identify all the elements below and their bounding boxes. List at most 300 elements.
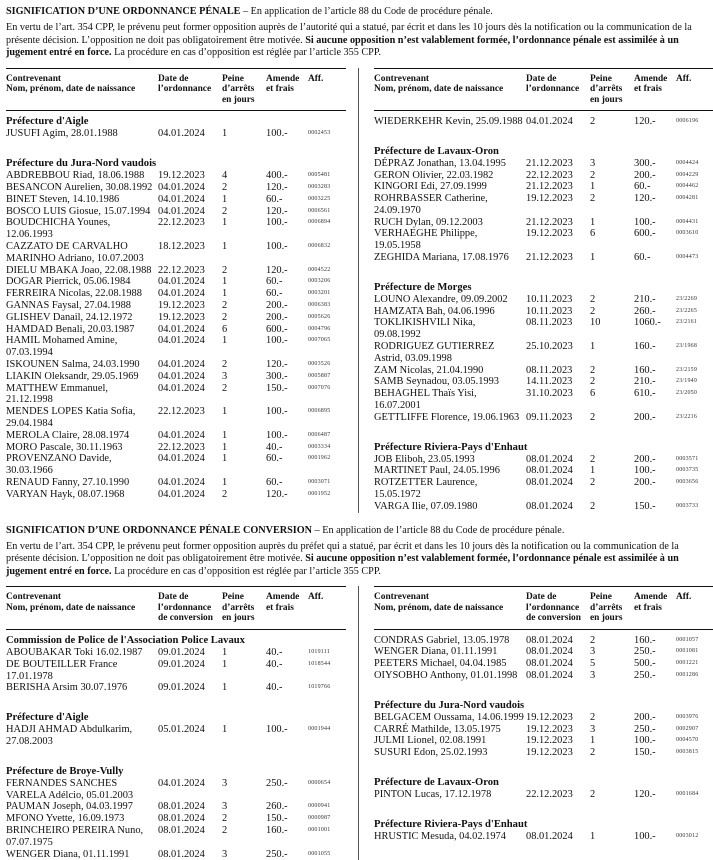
fine-amount: 150.- bbox=[266, 382, 288, 394]
header-peine-arrets-line: en jours bbox=[590, 613, 623, 624]
table-row bbox=[6, 724, 346, 748]
case-number: 0001962 bbox=[308, 455, 331, 462]
fine-amount: 100.- bbox=[266, 335, 288, 347]
header-contrevenant bbox=[6, 587, 158, 630]
fine-amount: 250.- bbox=[266, 777, 288, 789]
offender-name: OIYSOBHO Anthony, 01.01.1998 bbox=[374, 669, 518, 681]
offender-name: MORO Pascale, 30.11.1963 bbox=[6, 441, 123, 453]
offender-name: DIELU MBAKA Joao, 22.08.1988 bbox=[6, 264, 152, 276]
fine-amount: 100.- bbox=[266, 240, 288, 252]
case-number: 0006832 bbox=[308, 242, 331, 249]
fine-amount: 400.- bbox=[266, 170, 288, 182]
offender-name: ISKOUNEN Salma, 24.03.1990 bbox=[6, 358, 140, 370]
fine-amount: 100.- bbox=[634, 465, 656, 477]
offender-name: DÉPRAZ Jonathan, 13.04.1995 bbox=[374, 157, 506, 169]
case-number: 0001081 bbox=[676, 648, 699, 655]
order-date: 08.01.2024 bbox=[526, 453, 573, 465]
table-row bbox=[374, 181, 713, 193]
case-number: 0006561 bbox=[308, 207, 331, 214]
header-aff bbox=[308, 68, 346, 111]
row-spacer bbox=[374, 264, 713, 274]
notice-text-end: La procédure en cas d’opposition est réglée par l’article 355 CPP. bbox=[111, 565, 381, 577]
header-amende-frais bbox=[266, 587, 308, 630]
prefecture-heading: Préfecture d'Aigle bbox=[6, 116, 89, 128]
detention-days: 1 bbox=[590, 252, 596, 264]
fine-amount: 250.- bbox=[266, 848, 288, 860]
offender-name: FERREIRA Nicolas, 22.08.1988 bbox=[6, 288, 142, 300]
table-row bbox=[6, 288, 346, 300]
offender-name: PINTON Lucas, 17.12.1978 bbox=[374, 788, 492, 800]
row-spacer bbox=[374, 801, 713, 811]
table-header-row bbox=[374, 68, 713, 111]
header-contrevenant bbox=[6, 68, 158, 111]
header-date-ordonnance-line: Date de bbox=[526, 592, 557, 603]
table-row bbox=[374, 341, 713, 365]
detention-days: 1 bbox=[222, 193, 228, 205]
offender-name: MENDES LOPES Katia Sofia, 29.04.1984 bbox=[6, 406, 136, 429]
offender-name: BESANCON Aurelien, 30.08.1992 bbox=[6, 182, 153, 193]
case-number: 0001286 bbox=[676, 671, 699, 678]
header-peine-arrets-line: en jours bbox=[222, 94, 255, 105]
case-number: 0003656 bbox=[676, 479, 699, 486]
detention-days: 3 bbox=[590, 669, 596, 681]
case-number: 0003976 bbox=[676, 713, 699, 720]
detention-days: 2 bbox=[590, 376, 596, 388]
detention-days: 2 bbox=[590, 115, 596, 127]
order-date: 19.12.2023 bbox=[526, 747, 573, 759]
case-number: 0003610 bbox=[676, 230, 699, 237]
fine-amount: 260.- bbox=[634, 305, 656, 317]
offender-name: GERON Olivier, 22.03.1982 bbox=[374, 169, 494, 181]
fine-amount: 200.- bbox=[634, 453, 656, 465]
header-amende-frais-line: et frais bbox=[634, 602, 662, 613]
table-row bbox=[374, 831, 713, 843]
table-row bbox=[374, 646, 713, 658]
order-date: 08.01.2024 bbox=[526, 658, 573, 670]
order-date: 08.01.2024 bbox=[526, 669, 573, 681]
detention-days: 1 bbox=[222, 453, 228, 465]
detention-days: 1 bbox=[590, 465, 596, 477]
header-date-ordonnance-line: Date de bbox=[158, 73, 189, 84]
offender-name: CAZZATO DE CARVALHO MARINHO Adriano, 10.07.2003 bbox=[6, 240, 144, 264]
offender-name: MARTINET Paul, 24.05.1996 bbox=[374, 465, 500, 477]
case-number: 23/2216 bbox=[676, 413, 698, 420]
section-notice bbox=[6, 22, 706, 59]
case-number: 0004424 bbox=[676, 159, 699, 166]
offender-name: ABOUBAKAR Toki 16.02.1987 bbox=[6, 647, 143, 659]
offender-name: HADJI AHMAD Abdulkarim, 27.08.2003 bbox=[6, 724, 133, 748]
case-number: 0003283 bbox=[308, 184, 331, 190]
order-date: 04.01.2024 bbox=[158, 323, 205, 335]
offender-name: BEHAGHEL Thaïs Yisi, 16.07.2001 bbox=[374, 388, 477, 412]
order-date: 08.01.2024 bbox=[526, 465, 573, 477]
offender-name: VERHAEGHE Philippe, 19.05.1958 bbox=[374, 228, 478, 252]
offender-name: JUSUFI Agim, 28.01.1988 bbox=[6, 128, 118, 140]
offender-name: HAMDAD Benali, 20.03.1987 bbox=[6, 323, 135, 335]
header-date-ordonnance bbox=[158, 68, 222, 111]
header-peine-arrets bbox=[590, 68, 634, 111]
offender-name: ROTZETTER Laurence, 15.05.1972 bbox=[374, 477, 478, 501]
offender-name: BERISHA Arsim 30.07.1976 bbox=[6, 682, 128, 694]
table-row bbox=[6, 442, 346, 454]
order-date: 18.12.2023 bbox=[158, 240, 205, 252]
order-date: 08.01.2024 bbox=[526, 500, 573, 512]
header-date-ordonnance-line: de conversion bbox=[158, 613, 213, 624]
fine-amount: 60.- bbox=[266, 288, 283, 300]
case-number: 0007076 bbox=[308, 384, 331, 391]
fine-amount: 100.- bbox=[266, 128, 288, 140]
order-date: 04.01.2024 bbox=[158, 193, 205, 205]
case-number: 23/2050 bbox=[676, 390, 698, 397]
table-row bbox=[374, 501, 713, 513]
case-number: 0003334 bbox=[308, 443, 331, 450]
prefecture-group-row bbox=[374, 692, 713, 712]
offender-name: LOUNO Alexandre, 09.09.2002 bbox=[374, 293, 508, 305]
header-amende-frais-line: et frais bbox=[266, 602, 294, 613]
table-row bbox=[374, 477, 713, 501]
fine-amount: 60.- bbox=[634, 252, 651, 264]
detention-days: 1 bbox=[590, 735, 596, 747]
detention-days: 2 bbox=[222, 311, 228, 323]
order-date: 19.12.2023 bbox=[526, 711, 573, 723]
offender-name: BOSCO LUIS Giosue, 15.07.1994 bbox=[6, 205, 151, 217]
header-contrevenant-line: Contrevenant bbox=[374, 592, 430, 603]
fine-amount: 40.- bbox=[266, 682, 283, 694]
case-number: 23/1949 bbox=[676, 378, 698, 385]
header-contrevenant-line: Nom, prénom, date de naissance bbox=[6, 602, 136, 613]
header-peine-arrets-line: d’arrêts bbox=[590, 602, 623, 613]
section-title-rest: – En application de l’article 88 du Code de procédure pénale. bbox=[240, 6, 493, 17]
table-s1-left bbox=[6, 68, 346, 513]
fine-amount: 500.- bbox=[634, 658, 656, 670]
offender-name: JOB Eliboh, 23.05.1993 bbox=[374, 453, 475, 465]
offender-name: ABDREBBOU Riad, 18.06.1988 bbox=[6, 170, 145, 182]
case-number: 0001001 bbox=[308, 827, 331, 833]
offender-name: JULMI Lionel, 02.08.1991 bbox=[374, 735, 487, 747]
header-amende-frais bbox=[634, 68, 676, 111]
table-row bbox=[374, 465, 713, 477]
spacer-cell bbox=[374, 682, 713, 692]
spacer-cell bbox=[6, 694, 346, 704]
section-title-rest: – En application de l’article 88 du Code de procédure pénale. bbox=[312, 524, 565, 536]
prefecture-group-row bbox=[374, 274, 713, 294]
table-row bbox=[6, 477, 346, 489]
fine-amount: 210.- bbox=[634, 376, 656, 388]
offender-name: HAMZATA Bah, 04.06.1996 bbox=[374, 305, 495, 317]
detention-days: 2 bbox=[590, 411, 596, 423]
offender-name: BOUDCHICHA Younes, 12.06.1993 bbox=[6, 217, 111, 241]
case-number: 0004281 bbox=[676, 195, 699, 202]
offenders-table bbox=[6, 68, 346, 501]
table-row bbox=[6, 128, 346, 140]
table-row bbox=[6, 194, 346, 206]
order-date: 04.01.2024 bbox=[158, 777, 205, 789]
detention-days: 2 bbox=[590, 305, 596, 317]
offender-name: MEROLA Claire, 28.08.1974 bbox=[6, 429, 130, 441]
case-number: 0003225 bbox=[308, 195, 331, 202]
detention-days: 1 bbox=[590, 216, 596, 228]
prefecture-heading: Préfecture d'Aigle bbox=[6, 712, 89, 724]
detention-days: 3 bbox=[222, 801, 228, 813]
detention-days: 2 bbox=[222, 264, 228, 276]
case-number: 0003201 bbox=[308, 290, 331, 297]
header-peine-arrets-line: d’arrêts bbox=[222, 84, 255, 95]
case-number: 1019766 bbox=[308, 684, 331, 691]
order-date: 14.11.2023 bbox=[526, 376, 573, 388]
order-date: 21.12.2023 bbox=[526, 252, 573, 264]
offender-name: TOKLIKISHVILI Nika, 09.08.1992 bbox=[374, 317, 476, 341]
table-row bbox=[6, 276, 346, 288]
fine-amount: 1060.- bbox=[634, 317, 661, 329]
prefecture-group-row bbox=[6, 111, 346, 129]
detention-days: 10 bbox=[590, 317, 601, 329]
header-amende-frais-line: Amende bbox=[634, 592, 668, 603]
offender-name: HRUSTIC Mesuda, 04.02.1974 bbox=[374, 830, 506, 842]
header-date-ordonnance-line: Date de bbox=[158, 592, 189, 603]
fine-amount: 150.- bbox=[634, 500, 656, 512]
header-peine-arrets bbox=[222, 587, 266, 630]
fine-amount: 150.- bbox=[634, 747, 656, 759]
case-number: 23/2159 bbox=[676, 366, 698, 373]
fine-amount: 160.- bbox=[634, 364, 656, 376]
fine-amount: 200.- bbox=[266, 311, 288, 323]
order-date: 04.01.2024 bbox=[158, 288, 205, 300]
table-row bbox=[6, 312, 346, 324]
offender-name: MFONO Yvette, 16.09.1973 bbox=[6, 813, 125, 825]
order-date: 19.12.2023 bbox=[526, 228, 573, 240]
order-date: 04.01.2024 bbox=[158, 205, 205, 217]
fine-amount: 40.- bbox=[266, 658, 283, 670]
fine-amount: 160.- bbox=[634, 634, 656, 646]
header-amende-frais bbox=[634, 587, 676, 630]
order-date: 08.01.2024 bbox=[158, 825, 205, 836]
case-number: 0003206 bbox=[308, 278, 331, 285]
order-date: 19.12.2023 bbox=[158, 170, 205, 182]
detention-days: 1 bbox=[222, 441, 228, 453]
notice-text-bold: Si aucune opposition n’est valablement formée, l’ordonnance pénale est assimilée à un jugement entré en force. bbox=[6, 553, 679, 577]
order-date: 09.01.2024 bbox=[158, 647, 205, 659]
table-row bbox=[6, 324, 346, 336]
table-s2-right bbox=[374, 586, 709, 860]
notice-text-bold: Si aucune opposition n’est valablement formée, l’ordonnance pénale est assimilée à un jugement entré en force. bbox=[6, 34, 679, 59]
header-peine-arrets-line: d’arrêts bbox=[222, 602, 255, 613]
prefecture-group-row bbox=[374, 769, 713, 789]
offender-name: PROVENZANO Davide, 30.03.1966 bbox=[6, 453, 112, 477]
header-peine-arrets-line: Peine bbox=[590, 592, 612, 603]
table-row bbox=[374, 217, 713, 229]
table-row bbox=[6, 849, 346, 860]
table-row bbox=[374, 376, 713, 388]
offender-name: VARGA Ilie, 07.09.1980 bbox=[374, 500, 478, 512]
offender-name: ZAM Nicolas, 21.04.1990 bbox=[374, 364, 484, 376]
table-header-row bbox=[6, 68, 346, 111]
fine-amount: 120.- bbox=[634, 788, 656, 800]
table-s2-left bbox=[6, 586, 346, 860]
offender-name: ROHRBASSER Catherine, 24.09.1970 bbox=[374, 193, 488, 216]
table-row bbox=[374, 712, 713, 724]
case-number: 0001057 bbox=[676, 636, 699, 643]
table-row bbox=[374, 454, 713, 466]
spacer-cell bbox=[6, 748, 346, 758]
case-number: 0003571 bbox=[676, 455, 699, 462]
case-number: 1018544 bbox=[308, 660, 331, 667]
order-date: 04.01.2024 bbox=[158, 429, 205, 441]
detention-days: 1 bbox=[222, 276, 228, 288]
detention-days: 2 bbox=[222, 825, 228, 836]
table-row bbox=[374, 317, 713, 341]
order-date: 04.01.2024 bbox=[158, 382, 205, 394]
detention-days: 2 bbox=[222, 813, 228, 825]
order-date: 04.01.2024 bbox=[526, 115, 573, 127]
offender-name: VARYAN Hayk, 08.07.1968 bbox=[6, 488, 125, 500]
order-date: 21.12.2023 bbox=[526, 157, 573, 169]
section2-columns bbox=[0, 586, 713, 860]
fine-amount: 60.- bbox=[266, 476, 283, 488]
case-number: 23/1968 bbox=[676, 343, 698, 350]
fine-amount: 260.- bbox=[266, 801, 288, 813]
case-number: 0006487 bbox=[308, 431, 331, 438]
order-date: 08.01.2024 bbox=[526, 634, 573, 646]
table-header-row bbox=[6, 587, 346, 630]
detention-days: 2 bbox=[590, 788, 596, 800]
header-amende-frais-line: Amende bbox=[266, 592, 300, 603]
fine-amount: 120.- bbox=[634, 115, 656, 127]
section1-columns bbox=[0, 68, 713, 513]
header-amende-frais-line: Amende bbox=[266, 73, 300, 84]
detention-days: 2 bbox=[590, 500, 596, 512]
case-number: 0004473 bbox=[676, 254, 699, 261]
detention-days: 2 bbox=[222, 182, 228, 193]
order-date: 04.01.2024 bbox=[158, 370, 205, 382]
detention-days: 2 bbox=[222, 382, 228, 394]
header-contrevenant-line: Contrevenant bbox=[6, 73, 62, 84]
offender-name: DOGAR Pierrick, 05.06.1984 bbox=[6, 276, 131, 288]
fine-amount: 100.- bbox=[266, 406, 288, 418]
header-aff-line: Aff. bbox=[308, 73, 324, 84]
header-amende-frais-line: Amende bbox=[634, 73, 668, 84]
header-peine-arrets-line: Peine bbox=[222, 592, 244, 603]
row-spacer bbox=[374, 682, 713, 692]
table-row bbox=[374, 365, 713, 377]
fine-amount: 40.- bbox=[266, 647, 283, 659]
table-row bbox=[6, 182, 346, 194]
header-contrevenant-line: Nom, prénom, date de naissance bbox=[374, 84, 504, 95]
table-row bbox=[6, 778, 346, 802]
offender-name: KINGORI Edi, 27.09.1999 bbox=[374, 181, 487, 193]
header-amende-frais-line: et frais bbox=[266, 84, 294, 95]
case-number: 0006895 bbox=[308, 408, 331, 415]
detention-days: 1 bbox=[222, 429, 228, 441]
order-date: 22.12.2023 bbox=[526, 788, 573, 800]
detention-days: 1 bbox=[222, 128, 228, 140]
offender-name: PEETERS Michael, 04.04.1985 bbox=[374, 658, 507, 670]
header-contrevenant-line: Contrevenant bbox=[6, 592, 62, 603]
detention-days: 2 bbox=[590, 711, 596, 723]
order-date: 04.01.2024 bbox=[158, 476, 205, 488]
detention-days: 2 bbox=[590, 193, 596, 205]
case-number: 0003735 bbox=[676, 467, 699, 474]
order-date: 31.10.2023 bbox=[526, 388, 573, 400]
header-amende-frais-line: et frais bbox=[634, 84, 662, 95]
case-number: 0003526 bbox=[308, 360, 331, 367]
detention-days: 2 bbox=[590, 453, 596, 465]
header-peine-arrets bbox=[590, 587, 634, 630]
offender-name: WENGER Diana, 01.11.1991 bbox=[374, 646, 498, 658]
case-number: 0006383 bbox=[308, 301, 331, 308]
offender-name: SUSURI Edon, 25.02.1993 bbox=[374, 747, 488, 759]
fine-amount: 100.- bbox=[266, 429, 288, 441]
detention-days: 2 bbox=[222, 299, 228, 311]
case-number: 0005887 bbox=[308, 372, 331, 379]
prefecture-heading: Préfecture de Lavaux-Oron bbox=[374, 145, 499, 157]
case-number: 23/2265 bbox=[676, 307, 698, 314]
fine-amount: 250.- bbox=[634, 723, 656, 735]
table-row bbox=[6, 300, 346, 312]
detention-days: 4 bbox=[222, 170, 228, 182]
order-date: 08.01.2024 bbox=[526, 646, 573, 658]
header-peine-arrets bbox=[222, 68, 266, 111]
fine-amount: 60.- bbox=[266, 193, 283, 205]
table-row bbox=[6, 430, 346, 442]
fine-amount: 200.- bbox=[634, 477, 656, 489]
spacer-cell bbox=[374, 759, 713, 769]
prefecture-heading: Préfecture de Broye-Vully bbox=[6, 765, 124, 777]
header-peine-arrets-line: Peine bbox=[222, 73, 244, 84]
offender-name: CARRÉ Mathilde, 13.05.1975 bbox=[374, 723, 501, 735]
fine-amount: 150.- bbox=[266, 813, 288, 825]
case-number: 0003012 bbox=[676, 832, 699, 839]
table-row bbox=[6, 682, 346, 694]
case-number: 0007065 bbox=[308, 337, 331, 344]
detention-days: 1 bbox=[590, 341, 596, 353]
table-row bbox=[374, 670, 713, 682]
section-title-bold: SIGNIFICATION D’UNE ORDONNANCE PÉNALE bbox=[6, 6, 241, 17]
fine-amount: 120.- bbox=[634, 193, 656, 205]
fine-amount: 60.- bbox=[266, 276, 283, 288]
table-row bbox=[6, 813, 346, 825]
case-number: 0004462 bbox=[676, 183, 699, 190]
section-ordonnance-penale-intro bbox=[6, 0, 706, 60]
section-title-bold: SIGNIFICATION D’UNE ORDONNANCE PÉNALE CONVERSION bbox=[6, 524, 313, 536]
header-aff-line: Aff. bbox=[308, 592, 324, 603]
header-contrevenant-line: Contrevenant bbox=[374, 73, 430, 84]
table-row bbox=[374, 116, 713, 128]
header-peine-arrets-line: d’arrêts bbox=[590, 84, 623, 95]
case-number: 0003815 bbox=[676, 749, 699, 756]
header-date-ordonnance bbox=[526, 68, 590, 111]
detention-days: 1 bbox=[590, 181, 596, 193]
detention-days: 3 bbox=[222, 777, 228, 789]
fine-amount: 60.- bbox=[266, 453, 283, 465]
spacer-cell bbox=[374, 264, 713, 274]
offender-name: RODRIGUEZ GUTIERREZ Astrid, 03.09.1998 bbox=[374, 341, 495, 364]
row-spacer bbox=[6, 140, 346, 150]
case-number: 0003071 bbox=[308, 478, 331, 485]
fine-amount: 160.- bbox=[266, 825, 288, 836]
notice-text: En vertu de l’art. 354 CPP, le prévenu peut former opposition auprès de l’autorité qui a statué, par écrit et dans les 10 jours dès la notification ou la communication de la présente décision. L’opposition ne doit pas obligatoirement être motivée. bbox=[6, 22, 692, 46]
order-date: 08.01.2024 bbox=[526, 830, 573, 842]
table-row bbox=[374, 306, 713, 318]
prefecture-heading: Préfecture de Lavaux-Oron bbox=[374, 776, 499, 788]
order-date: 22.12.2023 bbox=[158, 217, 205, 229]
header-contrevenant bbox=[374, 587, 526, 630]
header-date-ordonnance bbox=[526, 587, 590, 630]
prefecture-group-row bbox=[374, 811, 713, 831]
detention-days: 3 bbox=[590, 723, 596, 735]
detention-days: 6 bbox=[590, 388, 596, 400]
order-date: 10.11.2023 bbox=[526, 305, 573, 317]
detention-days: 6 bbox=[222, 323, 228, 335]
